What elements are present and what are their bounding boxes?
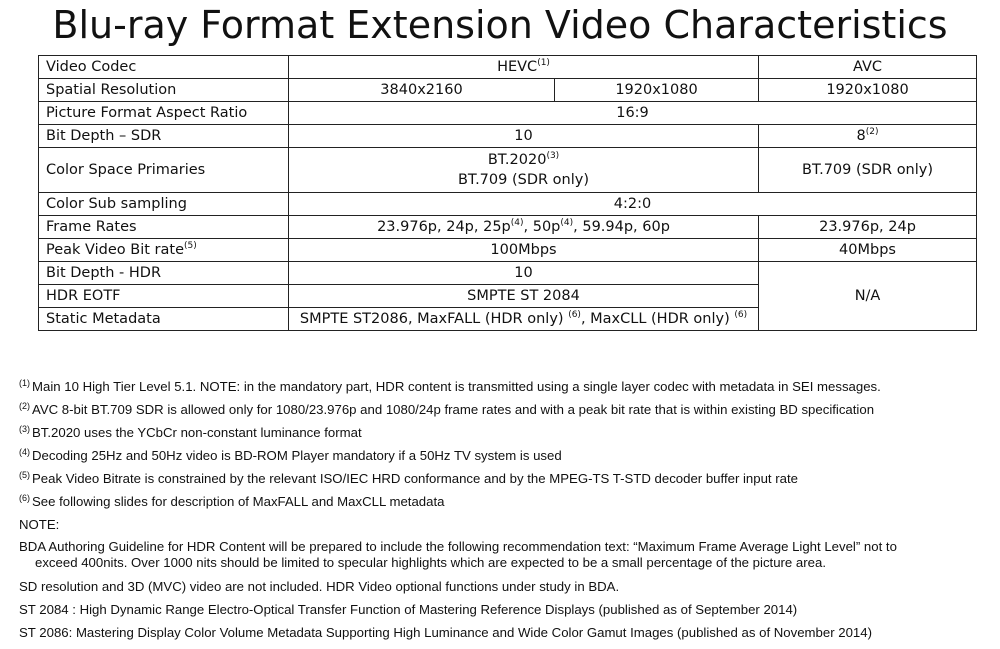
footnote: $^{(1)}$ Main 10 High Tier Level 5.1. NOTE: in the mandatory part, HDR content is transmitted using a single layer codec with metadata in SEI messages.	[19, 377, 881, 394]
footnote: $^{(5)}$ Peak Video Bitrate is constrained by the relevant ISO/IEC HRD conformance and by the MPEG-TS T-STD decoder buffer input rate	[19, 469, 798, 486]
avc-cell: 23.976p, 24p	[759, 216, 977, 239]
hevc-cell: 10	[289, 125, 759, 148]
row-label: Static Metadata	[39, 308, 289, 331]
row-label: Bit Depth – SDR	[39, 125, 289, 148]
video-characteristics-table	[38, 55, 977, 331]
row-label: Color Sub sampling	[39, 193, 289, 216]
hevc-cell: 100Mbps	[289, 239, 759, 262]
footnote: $^{(6)}$ See following slides for description of MaxFALL and MaxCLL metadata	[19, 492, 445, 509]
row-label: Video Codec	[39, 56, 289, 79]
row-bit-depth-sdr	[39, 125, 977, 148]
avc-cell: 40Mbps	[759, 239, 977, 262]
row-video-codec	[39, 56, 977, 79]
hevc-cell: 10	[289, 262, 759, 285]
page-title: Blu-ray Format Extension Video Characteristics	[52, 3, 948, 47]
footnote: $^{(3)}$ BT.2020 uses the YCbCr non-constant luminance format	[19, 423, 362, 440]
hevc-cell: 23.976p, 24p, $25p^{(4)}$, $50p^{(4)}$, 59.94p, 60p	[289, 216, 759, 239]
footnote: $^{(2)}$ AVC 8-bit BT.709 SDR is allowed only for 1080/23.976p and 1080/24p frame rates and with a peak bit rate that is within existing BD specification	[19, 400, 875, 417]
hevc-cell: HEVC$^{(1)}$	[289, 56, 759, 79]
avc-cell: 1920x1080	[759, 79, 977, 102]
row-label: Color Space Primaries	[39, 148, 289, 193]
note-bda-guideline: BDA Authoring Guideline for HDR Content will be prepared to include the following recommendation text: “Maximum Frame Average Light Level” not to exceed 400nits. Over 1000 nits should be limited to specular highlights which are expected to be a small percentage of the picture area.	[19, 539, 897, 570]
row-aspect-ratio	[39, 102, 977, 125]
hevc-cell: SMPTE ST 2084	[289, 285, 759, 308]
avc-cell: AVC	[759, 56, 977, 79]
hevc-cell: BT.2020$^{(3)}$ BT.709 (SDR only)	[289, 148, 759, 193]
avc-cell: 8$^{(2)}$	[759, 125, 977, 148]
row-label: Frame Rates	[39, 216, 289, 239]
hevc-4k-cell: 3840x2160	[289, 79, 555, 102]
hevc-cell: SMPTE ST2086, MaxFALL (HDR only) $^{(6)}$, MaxCLL (HDR only) $^{(6)}$	[289, 308, 759, 331]
hevc-hd-cell: 1920x1080	[555, 79, 759, 102]
value-cell: 4:2:0	[289, 193, 977, 216]
note-st2086: ST 2086: Mastering Display Color Volume Metadata Supporting High Luminance and Wide Color Gamut Images (published as of November 2014)	[19, 625, 872, 640]
value-cell: 16:9	[289, 102, 977, 125]
row-spatial-resolution	[39, 79, 977, 102]
avc-cell: BT.709 (SDR only)	[759, 148, 977, 193]
row-label: HDR EOTF	[39, 285, 289, 308]
row-label: Spatial Resolution	[39, 79, 289, 102]
row-label: Picture Format Aspect Ratio	[39, 102, 289, 125]
row-color-primaries	[39, 148, 977, 193]
row-label: Bit Depth - HDR	[39, 262, 289, 285]
note-st2084: ST 2084 : High Dynamic Range Electro-Optical Transfer Function of Mastering Reference Displays (published as of September 2014)	[19, 602, 798, 617]
footnote: $^{(4)}$ Decoding 25Hz and 50Hz video is BD-ROM Player mandatory if a 50Hz TV system is used	[19, 446, 562, 463]
note-heading: NOTE:	[19, 517, 60, 532]
note-sd-3d: SD resolution and 3D (MVC) video are not included. HDR Video optional functions under study in BDA.	[19, 579, 620, 594]
row-bit-depth-hdr	[39, 262, 977, 285]
row-label: Peak Video Bit rate$^{(5)}$	[39, 239, 289, 262]
avc-hdr-na-cell: N/A	[759, 262, 977, 331]
footnotes-section	[19, 375, 989, 644]
row-color-subsampling	[39, 193, 977, 216]
row-peak-bitrate	[39, 239, 977, 262]
row-frame-rates	[39, 216, 977, 239]
